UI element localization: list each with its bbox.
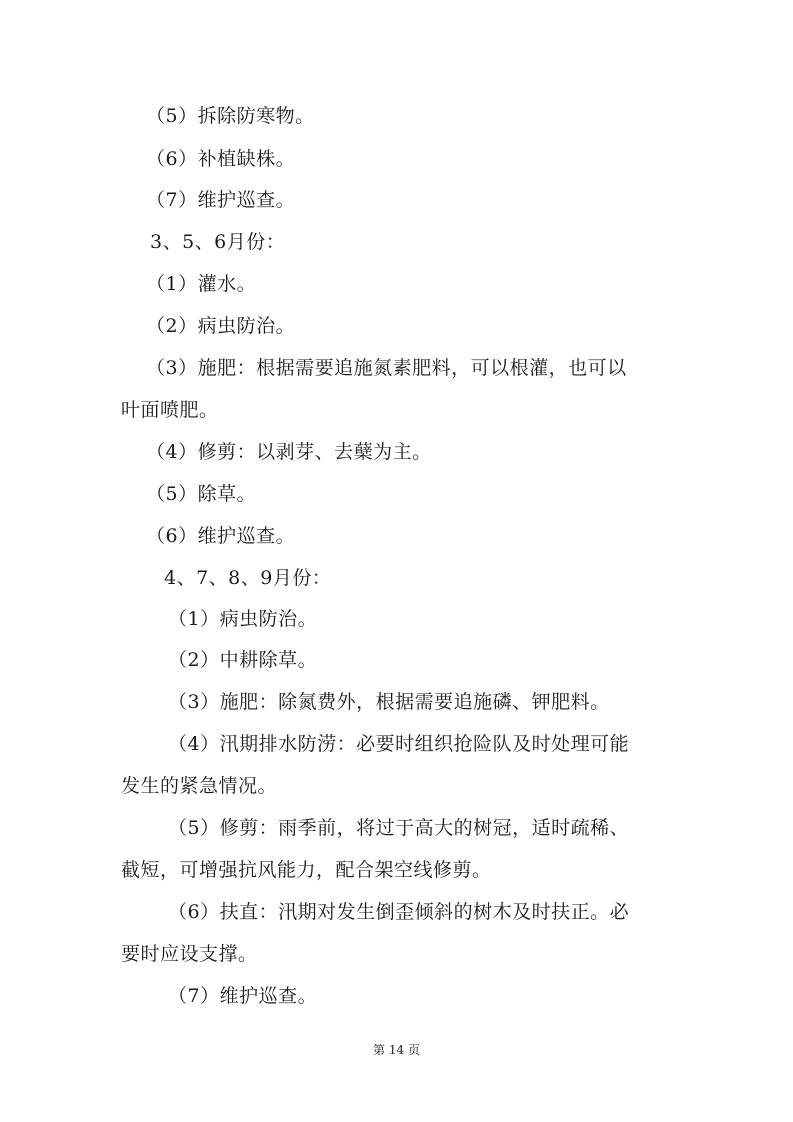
- paragraph-line: （3）施肥：除氮费外，根据需要追施磷、钾肥料。: [168, 691, 610, 713]
- paragraph-line: （5）修剪：雨季前，将过于高大的树冠，适时疏稀、: [168, 817, 630, 839]
- paragraph-line: 发生的紧急情况。: [121, 775, 278, 797]
- paragraph-line: 截短，可增强抗风能力，配合架空线修剪。: [121, 859, 492, 881]
- paragraph-line: （6）补植缺株。: [146, 148, 296, 170]
- paragraph-line: （7）维护巡查。: [168, 985, 318, 1007]
- paragraph-line: （4）修剪：以剥芽、去蘖为主。: [146, 441, 432, 463]
- paragraph-line: （6）扶直：汛期对发生倒歪倾斜的树木及时扶正。必: [168, 901, 630, 923]
- paragraph-line: （6）维护巡查。: [146, 525, 296, 547]
- section-heading: 3、5、6月份：: [150, 231, 286, 253]
- page-number: 第 14 页: [373, 1043, 420, 1057]
- paragraph-line: （1）灌水。: [146, 273, 257, 295]
- paragraph-line: （2）中耕除草。: [168, 649, 318, 671]
- paragraph-line: （2）病虫防治。: [146, 315, 296, 337]
- paragraph-line: （4）汛期排水防涝：必要时组织抢险队及时处理可能: [168, 733, 630, 755]
- paragraph-line: （5）除草。: [146, 483, 257, 505]
- paragraph-line: 要时应设支撑。: [121, 943, 258, 965]
- section-heading: 4、7、8、9月份：: [164, 567, 332, 589]
- paragraph-line: （5）拆除防寒物。: [146, 105, 315, 127]
- paragraph-line: 叶面喷肥。: [121, 399, 219, 421]
- paragraph-line: （3）施肥：根据需要追施氮素肥料，可以根灌，也可以: [146, 357, 627, 379]
- paragraph-line: （1）病虫防治。: [168, 608, 318, 630]
- paragraph-line: （7）维护巡查。: [146, 189, 296, 211]
